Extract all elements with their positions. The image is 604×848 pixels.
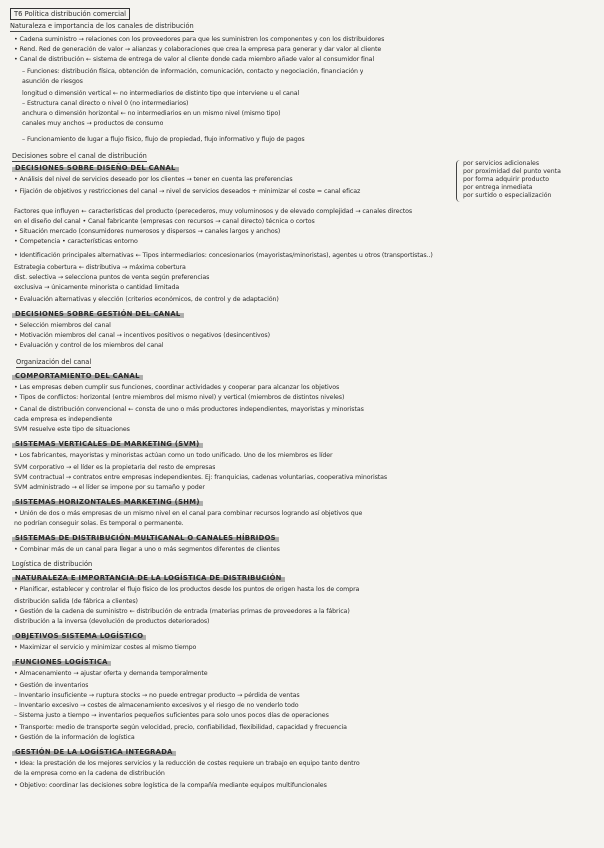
text-line: • Tipos de conflictos: horizontal (entre miembros del mismo nivel) y vertical (miembros de distintos niveles) [14,394,345,401]
text-line: exclusiva → únicamente minorista o cantidad limitada [14,284,180,291]
text-line: anchura o dimensión horizontal ← no intermediarios en un mismo nivel (mismo tipo) [22,110,281,117]
text-line: • Gestión de la cadena de suministro ← distribución de entrada (materias primas de proveedores a la fábrica) [14,608,350,615]
text-line: • Cadena suministro → relaciones con los proveedores para que les suministren los componentes y con los distribuidores [14,36,385,43]
text-line: • Selección miembros del canal [14,322,111,329]
heading-diseno: DECISIONES SOBRE DISEÑO DEL CANAL [12,164,179,173]
text-line: • Fijación de objetivos y restricciones del canal → nivel de servicios deseados + minimizar el coste = canal eficaz [14,188,361,195]
text-line: – Inventario excesivo → costes de almacenamiento excesivos y el riesgo de no venderlo todo [14,702,299,709]
text-line: SVM administrado → el líder se impone por su tamaño y poder [14,484,205,491]
org-title: Organización del canal [16,358,92,366]
text-line: • Canal de distribución ← sistema de entrega de valor al cliente donde cada miembro añade valor al consumidor final [14,56,375,63]
right-list-item: por entrega inmediata [463,184,533,191]
text-line: longitud o dimensión vertical ← no intermediarios de distinto tipo que interviene u el canal [22,90,300,97]
heading-comportamiento: COMPORTAMIENTO DEL CANAL [12,372,143,381]
logistica-title: Logística de distribución [12,560,93,568]
text-line: • Gestión de la información de logística [14,734,135,741]
right-list-item: por proximidad del punto venta [463,168,561,175]
text-line: • Rend. Red de generación de valor → alianzas y colaboraciones que crea la empresa para generar y dar valor al cliente [14,46,382,53]
text-line: canales muy anchos → productos de consumo [22,120,164,127]
right-list-item: por servicios adicionales [463,160,540,167]
text-line: • Combinar más de un canal para llegar a uno o más segmentos diferentes de clientes [14,546,280,553]
heading-svm: SISTEMAS VERTICALES DE MARKETING (SVM) [12,440,203,449]
text-line: asunción de riesgos [22,78,83,85]
heading-gestion: DECISIONES SOBRE GESTIÓN DEL CANAL [12,310,184,319]
text-line: • Situación mercado (consumidores numerosos y dispersos → canales largos y anchos) [14,228,281,235]
text-line: • Competencia • características entorno [14,238,138,245]
section-title: Naturaleza e importancia de los canales de distribución [10,22,194,30]
text-line: • Unión de dos o más empresas de un mismo nivel en el canal para combinar recursos logrando así objetivos que [14,510,363,517]
unit-title: T6 Política distribución comercial [10,8,130,20]
text-line: • Gestión de inventarios [14,682,89,689]
text-line: • Evaluación alternativas y elección (criterios económicos, de control y de adaptación) [14,296,279,303]
text-line: SVM resuelve este tipo de situaciones [14,426,130,433]
decisiones-title: Decisiones sobre el canal de distribución [12,152,147,160]
text-line: – Inventario insuficiente → ruptura stocks → no puede entregar producto → pérdida de ventas [14,692,300,699]
heading-funciones: FUNCIONES LOGÍSTICA [12,658,111,667]
text-line: cada empresa es independiente [14,416,113,423]
text-line: • Canal de distribución convencional ← consta de uno o más productores independientes, mayoristas y minoristas [14,406,364,413]
text-line: dist. selectiva → selecciona puntos de venta según preferencias [14,274,210,281]
text-line: – Funcionamiento de lugar a flujo físico, flujo de propiedad, flujo informativo y flujo de pagos [22,136,305,143]
heading-multicanal: SISTEMAS DE DISTRIBUCIÓN MULTICANAL O CANALES HÍBRIDOS [12,534,279,543]
text-line: • Almacenamiento → ajustar oferta y demanda temporalmente [14,670,208,677]
text-line: • Motivación miembros del canal → incentivos positivos o negativos (desincentivos) [14,332,270,339]
text-line: distribución a la inversa (devolución de productos deteriorados) [14,618,210,625]
text-line: • Las empresas deben cumplir sus funciones, coordinar actividades y cooperar para alcanzar los objetivos [14,384,340,391]
text-line: Estrategia cobertura ← distributiva → máxima cobertura [14,264,186,271]
heading-objetivos: OBJETIVOS SISTEMA LOGÍSTICO [12,632,146,641]
text-line: – Funciones: distribución física, obtención de información, comunicación, contacto y negociación, financiación y [22,68,364,75]
right-list-item: por forma adquirir producto [463,176,550,183]
text-line: • Planificar, establecer y controlar el flujo físico de los productos desde los puntos de origen hasta los de compra [14,586,360,593]
text-line: • Los fabricantes, mayoristas y minoristas actúan como un todo unificado. Uno de los miembros es líder [14,452,333,459]
text-line: • Idea: la prestación de los mejores servicios y la reducción de costes requiere un trabajo en equipo tanto dentro [14,760,360,767]
text-line: – Estructura canal directo o nivel 0 (no intermediarios) [22,100,189,107]
heading-logistica-integrada: GESTIÓN DE LA LOGÍSTICA INTEGRADA [12,748,176,757]
text-line: SVM corporativo → el líder es la propietaria del resto de empresas [14,464,216,471]
text-line: en el diseño del canal • Canal fabricante (empresas con recursos → canal directo) técnica o cortos [14,218,315,225]
text-line: • Objetivo: coordinar las decisiones sobre logística de la compañía mediante equipos multifuncionales [14,782,327,789]
right-list-item: por surtido o especialización [463,192,552,199]
text-line: • Análisis del nivel de servicios deseado por los clientes → tener en cuenta las preferencias [14,176,293,183]
heading-shm: SISTEMAS HORIZONTALES MARKETING (SHM) [12,498,203,507]
text-line: • Evaluación y control de los miembros del canal [14,342,164,349]
text-line: – Sistema justo a tiempo → inventarios pequeños suficientes para solo unos pocos días de operaciones [14,712,329,719]
text-line: Factores que influyen ← características del producto (perecederos, muy voluminosos y de elevado complejidad → canales directos [14,208,413,215]
text-line: • Identificación principales alternativas ← Tipos intermediarios: concesionarios (mayoristas/minoristas), agentes u otros (transportistas..) [14,252,433,259]
text-line: de la empresa como en la cadena de distribución [14,770,165,777]
text-line: distribución salida (de fábrica a clientes) [14,598,138,605]
text-line: SVM contractual → contratos entre empresas independientes. Ej: franquicias, cadenas voluntarias, cooperativa minoristas [14,474,388,481]
heading-naturaleza-logistica: NATURALEZA E IMPORTANCIA DE LA LOGÍSTICA DE DISTRIBUCIÓN [12,574,285,583]
text-line: no podrían conseguir solas. Es temporal o permanente. [14,520,184,527]
text-line: • Transporte: medio de transporte según velocidad, precio, confiabilidad, flexibilidad, capacidad y frecuencia [14,724,347,731]
text-line: • Maximizar el servicio y minimizar costes al mismo tiempo [14,644,197,651]
